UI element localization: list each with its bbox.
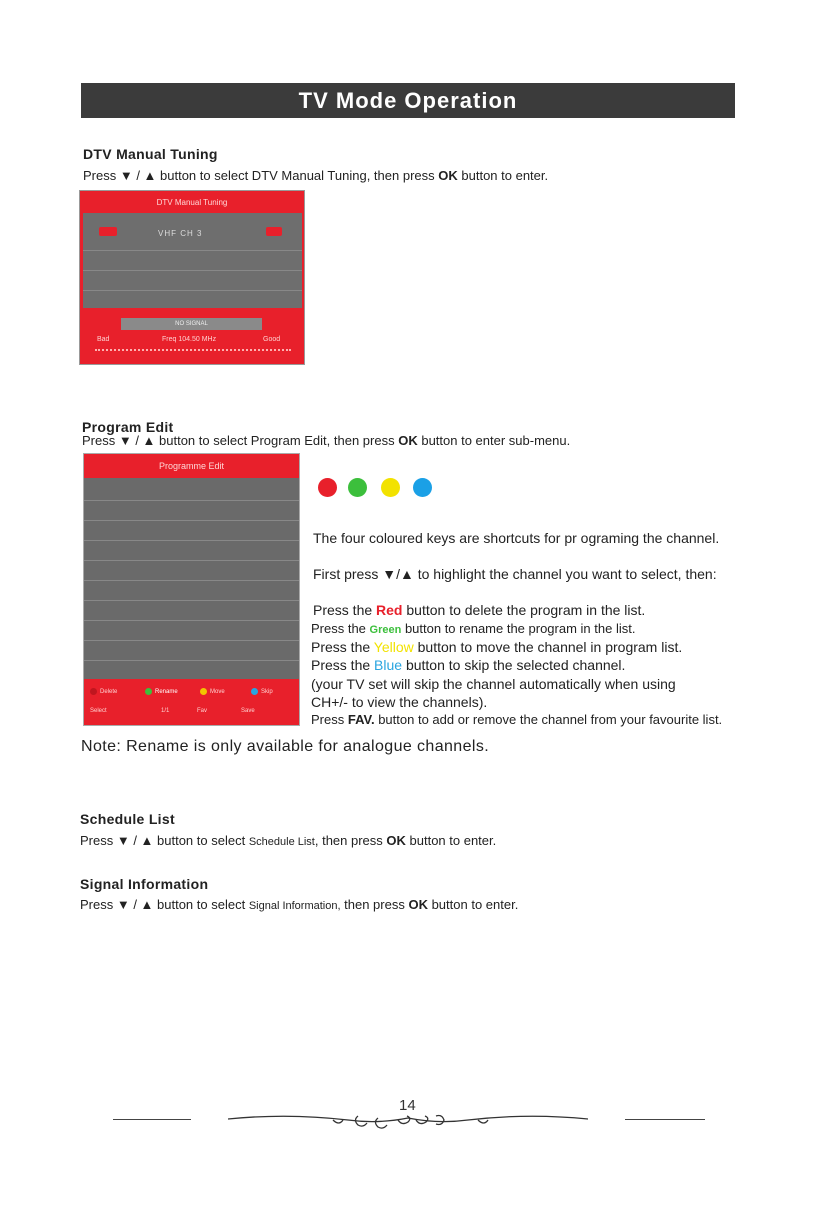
instruction-text: button to enter. — [405, 833, 497, 848]
save-hint: Save — [241, 708, 255, 714]
desc-text: button to delete the program in the list. — [402, 602, 646, 618]
footer-rule-left — [113, 1119, 191, 1120]
ornament-divider-icon — [228, 1110, 588, 1132]
skip-hint — [251, 688, 273, 695]
instruction-text: , then press — [314, 833, 387, 848]
desc-line-1: The four coloured keys are shortcuts for pr ograming the channel. — [313, 530, 720, 546]
divider — [84, 640, 299, 641]
desc-blue-line — [311, 657, 625, 673]
move-hint — [200, 688, 225, 695]
screen-footer — [84, 679, 299, 725]
blue-key-icon — [413, 478, 432, 497]
dtv-manual-heading: DTV Manual Tuning — [83, 146, 218, 162]
desc-red-line — [313, 602, 645, 618]
desc-text: button to move the channel in program list. — [413, 639, 683, 655]
rename-hint — [145, 688, 178, 695]
signal-meter — [95, 349, 291, 353]
screen-title: DTV Manual Tuning — [156, 198, 228, 207]
desc-yellow-line — [311, 639, 682, 655]
menu-item-name: Signal Information, — [248, 900, 341, 912]
green-dot-icon — [145, 688, 152, 695]
divider — [83, 270, 302, 271]
instruction-text: Press ▼ / ▲ button to select — [80, 833, 249, 848]
hint-label: Rename — [155, 689, 178, 696]
ok-key-label: OK — [398, 433, 418, 448]
ok-key-label: OK — [408, 897, 428, 912]
instruction-text: button to enter. — [461, 168, 549, 183]
bad-label: Bad — [97, 336, 110, 343]
good-label: Good — [263, 336, 281, 343]
signal-information-instruction — [80, 897, 518, 912]
divider — [84, 560, 299, 561]
green-key-icon — [348, 478, 367, 497]
divider — [83, 290, 302, 291]
hint-label: Skip — [261, 689, 273, 696]
dtv-manual-tuning-screen — [79, 190, 305, 365]
desc-text: button to add or remove the channel from your favourite list. — [374, 712, 723, 727]
page-title: TV Mode Operation — [81, 83, 735, 118]
instruction-text: button to enter sub-menu. — [421, 433, 571, 448]
schedule-list-instruction — [80, 833, 496, 848]
desc-text: Press the — [311, 639, 374, 655]
divider — [84, 580, 299, 581]
ok-key-label: OK — [386, 833, 406, 848]
desc-line-7: (your TV set will skip the channel automatically when using — [311, 676, 676, 692]
red-dot-icon — [90, 688, 97, 695]
divider — [84, 540, 299, 541]
screen-title: Programme Edit — [84, 454, 299, 478]
instruction-text: Press ▼ / ▲ button to select — [80, 897, 249, 912]
green-key-label: Green — [369, 624, 402, 636]
yellow-key-icon — [381, 478, 400, 497]
program-edit-heading: Program Edit — [82, 419, 174, 435]
instruction-text: button to enter. — [427, 897, 519, 912]
desc-line-8: CH+/- to view the channels). — [311, 694, 488, 710]
right-arrow-icon — [266, 227, 282, 236]
footer-rule-right — [625, 1119, 705, 1120]
signal-status: NO SIGNAL — [121, 318, 262, 330]
desc-text: Press the — [313, 602, 377, 618]
instruction-text: then press — [340, 897, 409, 912]
page-indicator: 1/1 — [161, 708, 170, 714]
signal-information-heading: Signal Information — [80, 876, 209, 892]
fav-hint: Fav — [197, 708, 208, 714]
instruction-text: , then press — [366, 168, 435, 183]
screen-body — [83, 213, 302, 308]
hint-label: Move — [210, 689, 225, 696]
divider — [84, 500, 299, 501]
desc-line-2: First press ▼/▲ to highlight the channel you want to select, then: — [313, 566, 717, 582]
desc-text: Press — [311, 712, 348, 727]
desc-text: Press the — [311, 621, 370, 636]
desc-text: Press the — [311, 657, 375, 673]
yellow-key-label: Yellow — [373, 639, 414, 655]
yellow-dot-icon — [200, 688, 207, 695]
dtv-manual-instruction — [83, 168, 548, 183]
desc-text: button to rename the program in the list. — [401, 621, 636, 636]
rename-note: Note: Rename is only available for analogue channels. — [81, 738, 490, 755]
ok-key-label: OK — [438, 168, 458, 183]
desc-text: button to skip the selected channel. — [402, 657, 626, 673]
programme-edit-screen — [83, 453, 300, 726]
divider — [84, 660, 299, 661]
divider — [84, 620, 299, 621]
red-key-label: Red — [376, 602, 403, 618]
hint-label: Delete — [100, 689, 118, 696]
fav-key-label: FAV. — [347, 712, 375, 727]
page-number: 14 — [399, 1097, 416, 1114]
desc-green-line — [311, 621, 635, 636]
menu-item-name: Schedule List — [248, 836, 315, 848]
divider — [84, 600, 299, 601]
blue-key-label: Blue — [374, 657, 403, 673]
red-key-icon — [318, 478, 337, 497]
frequency-label: Freq 104.50 MHz — [162, 336, 217, 343]
instruction-text: Press ▼ / ▲ button to select Program Edit, then press — [82, 433, 395, 448]
divider — [84, 520, 299, 521]
desc-fav-line — [311, 712, 722, 727]
blue-dot-icon — [251, 688, 258, 695]
select-hint: Select — [90, 708, 107, 714]
divider — [83, 250, 302, 251]
schedule-list-heading: Schedule List — [80, 811, 175, 827]
program-edit-instruction — [82, 433, 570, 448]
instruction-text: Press ▼ / ▲ button to select DTV Manual Tuning — [83, 168, 367, 183]
channel-label: VHF CH 3 — [158, 229, 203, 238]
left-arrow-icon — [99, 227, 117, 236]
delete-hint — [90, 688, 117, 695]
